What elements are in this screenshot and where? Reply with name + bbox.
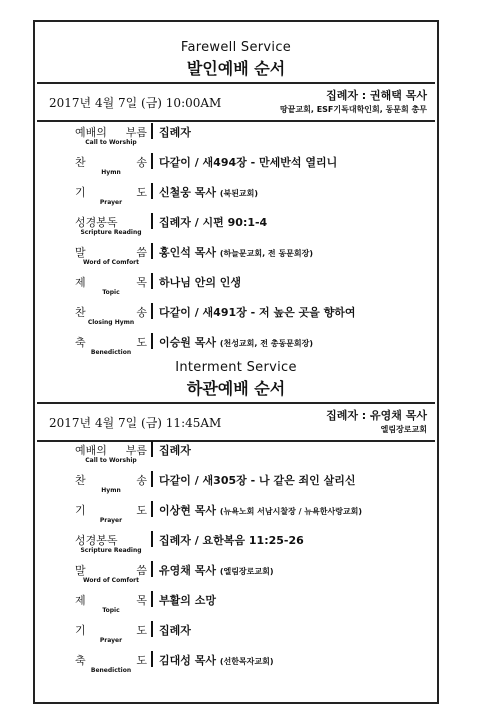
order-item-value [159,274,241,290]
order-item-value [159,124,191,140]
order-item-label-ko: 말 씀 [75,564,147,577]
order-item [35,124,437,152]
order-item-label-en: Topic [102,289,120,296]
order-item-label-en: Call to Worship [85,457,137,464]
order-item-text: 다같이 / 새491장 - 저 높은 곳을 향하여 [159,306,356,319]
separator-bar [151,123,153,139]
order-item [35,184,437,212]
order-item-label-ko: 예배의 부름 [75,126,147,139]
order-item-label-ko: 기 도 [75,504,147,517]
order-item-value [159,244,313,260]
order-item-value [159,334,313,350]
order-item-value [159,214,267,230]
order-item [35,532,437,560]
farewell-datetime: 2017년 4월 7일 (금) 10:00AM [49,96,222,110]
order-item-label-en: Hymn [101,169,121,176]
order-item-value [159,184,258,200]
order-item-label-en: Word of Comfort [82,259,140,266]
order-item [35,562,437,590]
separator-bar [151,651,153,667]
order-item-label-ko: 성경봉독 [75,534,118,547]
order-item-value [159,652,274,668]
order-item-value [159,622,191,638]
order-item-text: 홍인석 목사 [159,246,216,259]
order-item-label-ko: 기 도 [75,624,147,637]
order-item-label-ko: 찬 송 [75,474,147,487]
order-item [35,622,437,650]
separator-bar [151,153,153,169]
order-item-text: 이승원 목사 [159,336,216,349]
order-item [35,154,437,182]
farewell-title-en: Farewell Service [180,40,292,55]
farewell-officiant: 집례자 : 권해택 목사 [326,89,427,102]
order-item [35,652,437,680]
order-item-label-en: Prayer [99,199,123,206]
order-item-text: 유영채 목사 [159,564,216,577]
farewell-title-ko: 발인예배 순서 [186,59,286,78]
order-item-text: 집례자 [159,624,191,637]
order-item-label-ko: 제 목 [75,594,147,607]
order-item-value [159,532,304,548]
separator-bar [151,561,153,577]
order-item-value [159,154,337,170]
order-item-label-ko: 기 도 [75,186,147,199]
separator-bar [151,333,153,349]
interment-affiliation: 엘림장로교회 [380,425,427,434]
order-item-label-ko: 찬 송 [75,156,147,169]
order-item-label-en: Benediction [90,667,132,674]
separator-bar [151,441,153,457]
separator-bar [151,273,153,289]
order-item-note: (선한목자교회) [219,657,274,666]
order-item-label-en: Benediction [90,349,132,356]
order-item-label-en: Call to Worship [85,139,137,146]
order-item [35,244,437,272]
separator-bar [151,183,153,199]
farewell-info-band [37,82,435,122]
separator-bar [151,471,153,487]
order-item-label-ko: 말 씀 [75,246,147,259]
separator-bar [151,243,153,259]
order-item-label-en: Prayer [99,517,123,524]
order-item-label-en: Word of Comfort [82,577,140,584]
order-item-text: 다같이 / 새305장 - 나 같은 죄인 살리신 [159,474,356,487]
order-item-text: 김대성 목사 [159,654,216,667]
order-item-text: 집례자 [159,444,191,457]
order-item-note: (북된교회) [219,189,259,198]
order-item-text: 집례자 / 요한복음 11:25-26 [159,534,304,547]
separator-bar [151,591,153,607]
separator-bar [151,621,153,637]
order-item-text: 신철웅 목사 [159,186,216,199]
order-item-label-ko: 축 도 [75,654,147,667]
order-item-value [159,304,356,320]
program-frame [33,20,439,704]
order-item [35,214,437,242]
order-item-text: 부활의 소망 [159,594,216,607]
order-item-label-ko: 찬 송 [75,306,147,319]
order-item-note: (엘림장로교회) [219,567,274,576]
order-item-value [159,442,191,458]
order-item [35,472,437,500]
interment-title-ko: 하관예배 순서 [186,379,286,398]
order-item-value [159,562,274,578]
order-item-text: 집례자 / 시편 90:1-4 [159,216,268,229]
order-item-note: (하늘문교회, 전 동문회장) [219,249,314,258]
order-item-note: (천성교회, 전 총동문회장) [219,339,314,348]
order-item-text: 하나님 안의 인생 [159,276,242,289]
farewell-affiliation: 땅끝교회, ESF기독대학인회, 동문회 총무 [279,105,427,114]
order-item [35,334,437,362]
order-item-text: 집례자 [159,126,191,139]
order-item-value [159,592,216,608]
separator-bar [151,501,153,517]
order-item-label-en: Scripture Reading [80,229,142,236]
order-item-label-en: Topic [102,607,120,614]
order-item-note: (뉴욕노회 서남시찰장 / 뉴욕한사랑교회) [219,507,363,516]
order-item [35,304,437,332]
order-item-label-en: Hymn [101,487,121,494]
order-item-text: 이상현 목사 [159,504,216,517]
order-item-label-en: Closing Hymn [87,319,135,326]
interment-datetime: 2017년 4월 7일 (금) 11:45AM [49,416,222,430]
order-item-text: 다같이 / 새494장 - 만세반석 열리니 [159,156,338,169]
order-item-value [159,472,356,488]
order-item [35,442,437,470]
separator-bar [151,531,153,547]
order-item-label-ko: 제 목 [75,276,147,289]
order-item [35,592,437,620]
interment-info-band [37,402,435,442]
order-item-label-ko: 예배의 부름 [75,444,147,457]
order-item-label-ko: 성경봉독 [75,216,118,229]
interment-officiant: 집례자 : 유영채 목사 [326,409,427,422]
order-item-label-ko: 축 도 [75,336,147,349]
separator-bar [151,213,153,229]
order-item-label-en: Prayer [99,637,123,644]
order-item-label-en: Scripture Reading [80,547,142,554]
interment-title-en: Interment Service [175,360,297,375]
order-item [35,502,437,530]
order-item [35,274,437,302]
separator-bar [151,303,153,319]
order-item-value [159,502,362,518]
